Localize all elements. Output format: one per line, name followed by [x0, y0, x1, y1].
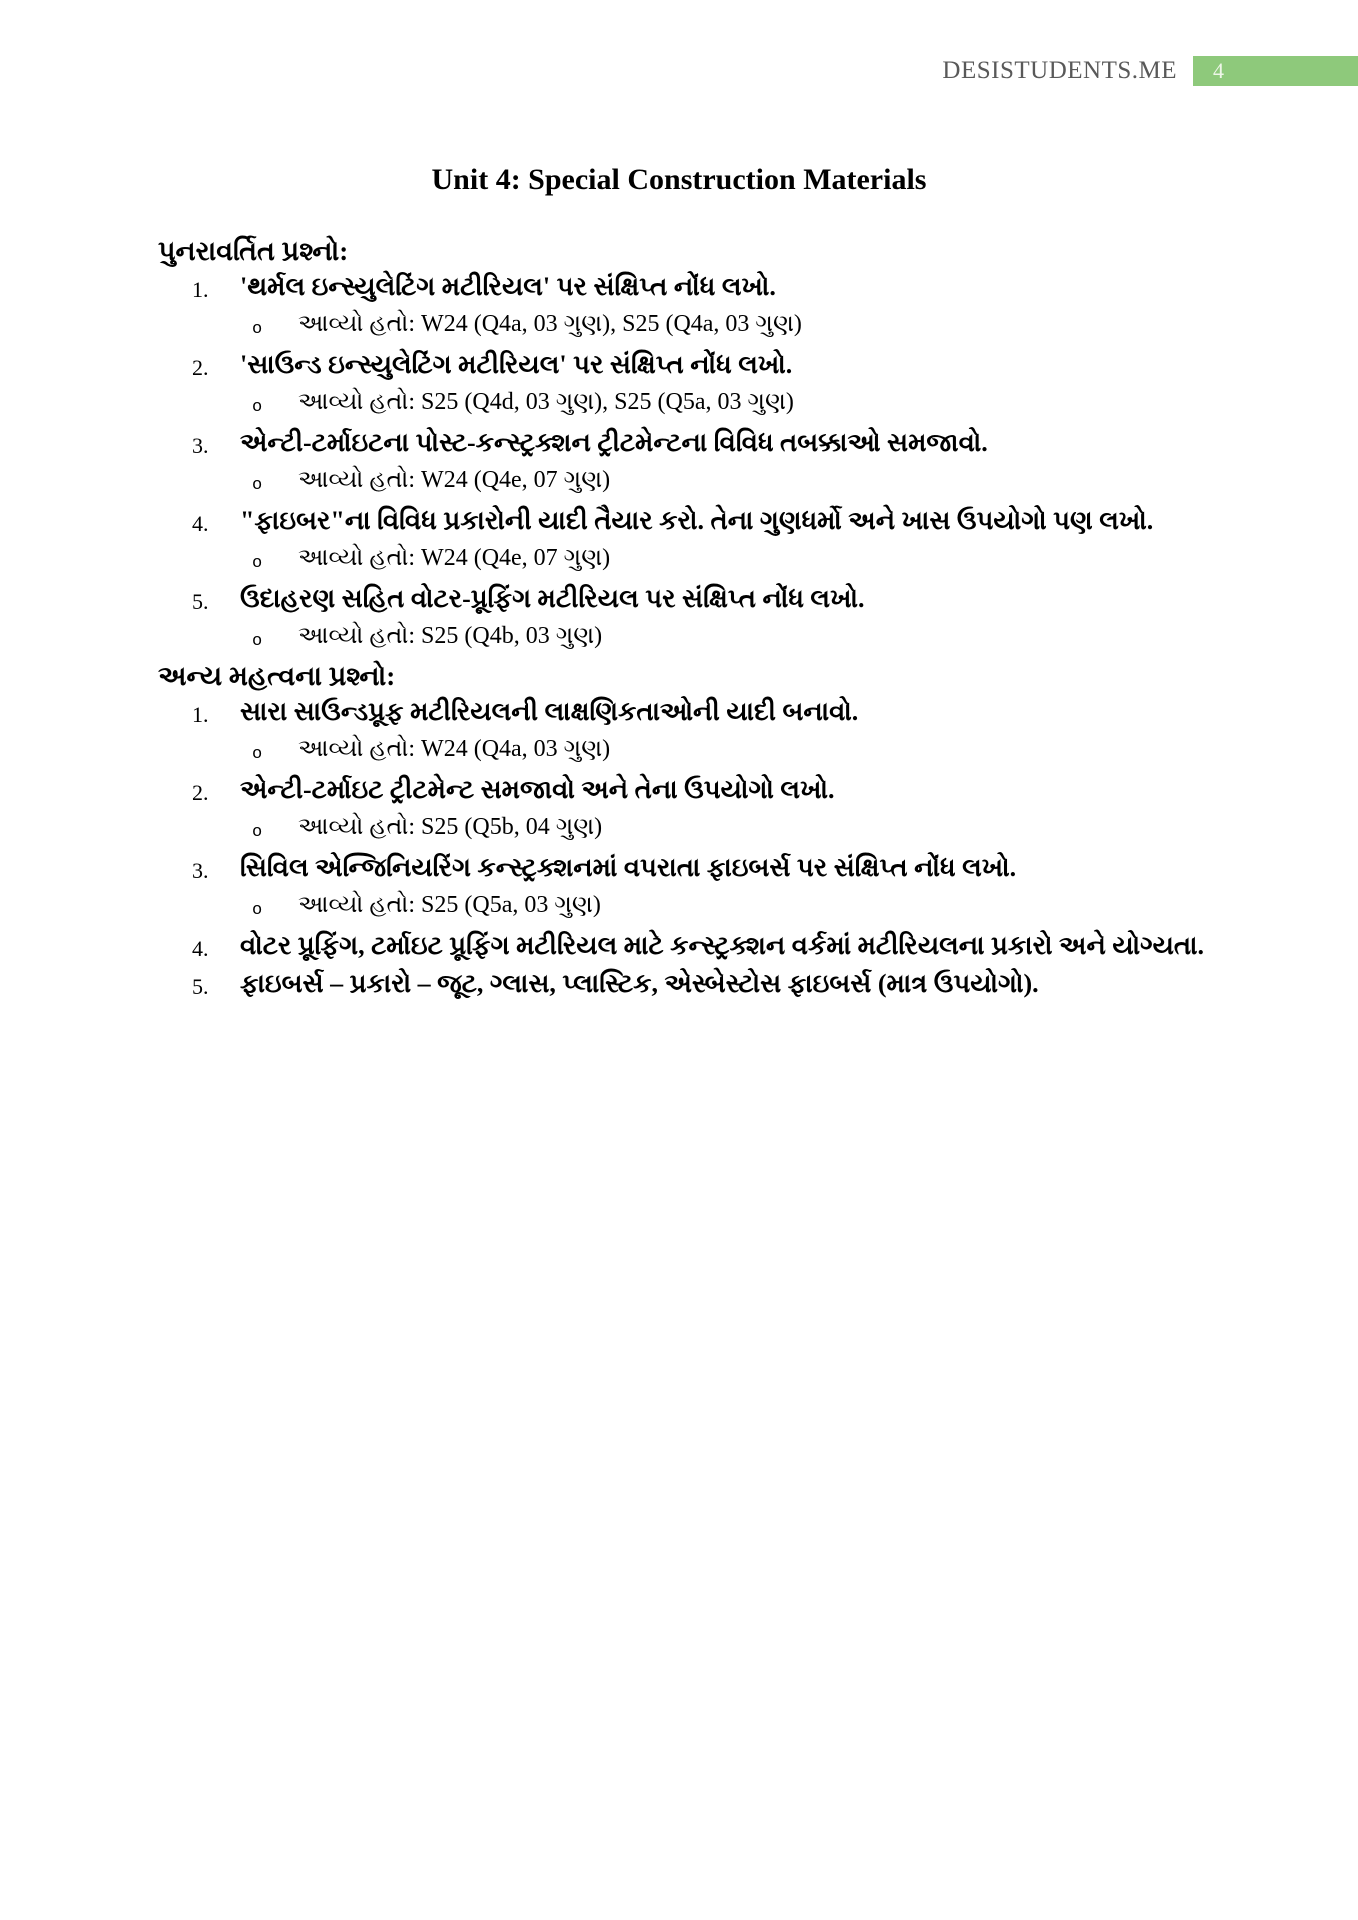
item-text: ફાઇબર્સ – પ્રકારો – જૂટ, ગ્લાસ, પ્લાસ્ટિક, એસ્બેસ્ટોસ ફાઇબર્સ (માત્ર ઉપયોગો).	[240, 969, 1039, 998]
list-item	[158, 772, 1233, 810]
sub-bullet-icon: o	[252, 320, 263, 339]
list-item	[158, 347, 1233, 385]
item-number: 3.	[192, 433, 209, 458]
item-number: 1.	[192, 702, 209, 727]
list-item	[158, 928, 1233, 966]
sub-item	[158, 463, 1233, 503]
sub-item	[158, 385, 1233, 425]
sub-bullet-icon: o	[252, 901, 263, 920]
sub-item	[158, 541, 1233, 581]
item-text: "ફાઇબર"ના વિવિધ પ્રકારોની યાદી તૈયાર કરો. તેના ગુણધર્મો અને ખાસ ઉપયોગો પણ લખો.	[240, 506, 1154, 535]
sub-item	[158, 888, 1233, 928]
sub-text: આવ્યો હતો: S25 (Q5a, 03 ગુણ)	[298, 892, 601, 918]
sub-bullet-icon: o	[252, 823, 263, 842]
sub-item	[158, 307, 1233, 347]
item-text: સિવિલ એન્જિનિયરિંગ કન્સ્ટ્રક્શનમાં વપરાતા ફાઇબર્સ પર સંક્ષિપ્ત નોંધ લખો.	[240, 853, 1017, 882]
list-item	[158, 581, 1233, 619]
item-number: 3.	[192, 858, 209, 883]
sub-text: આવ્યો હતો: S25 (Q5b, 04 ગુણ)	[298, 814, 603, 840]
item-number: 4.	[192, 936, 209, 961]
item-number: 2.	[192, 355, 209, 380]
item-text: એન્ટી-ટર્માઇટના પોસ્ટ-કન્સ્ટ્રક્શન ટ્રીટમેન્ટના વિવિધ તબક્કાઓ સમજાવો.	[240, 428, 988, 457]
sub-item	[158, 732, 1233, 772]
sub-text: આવ્યો હતો: S25 (Q4d, 03 ગુણ), S25 (Q5a, 03 ગુણ)	[298, 389, 794, 415]
item-text: વોટર પ્રૂફિંગ, ટર્માઇટ પ્રૂફિંગ મટીરિયલ માટે કન્સ્ટ્રક્શન વર્કમાં મટીરિયલના પ્રકારો અને યોગ્યતા.	[240, 931, 1205, 960]
site-name: DESISTUDENTS.ME	[942, 57, 1177, 84]
item-number: 1.	[192, 277, 209, 302]
list-item	[158, 694, 1233, 732]
item-text: 'સાઉન્ડ ઇન્સ્યુલેટિંગ મટીરિયલ' પર સંક્ષિપ્ત નોંધ લખો.	[240, 350, 793, 379]
item-number: 5.	[192, 974, 209, 999]
sub-text: આવ્યો હતો: W24 (Q4a, 03 ગુણ), S25 (Q4a, 03 ગુણ)	[298, 311, 802, 337]
page-number-badge: 4	[1193, 56, 1358, 86]
sub-item	[158, 810, 1233, 850]
item-number: 5.	[192, 589, 209, 614]
item-number: 2.	[192, 780, 209, 805]
list-item	[158, 850, 1233, 888]
list-item	[158, 503, 1233, 541]
sub-bullet-icon: o	[252, 476, 263, 495]
page-title: Unit 4: Special Construction Materials	[431, 163, 927, 196]
list-item	[158, 425, 1233, 463]
sub-bullet-icon: o	[252, 745, 263, 764]
page-header	[0, 56, 1358, 86]
sub-bullet-icon: o	[252, 632, 263, 651]
item-number: 4.	[192, 511, 209, 536]
item-text: 'થર્મલ ઇન્સ્યુલેટિંગ મટીરિયલ' પર સંક્ષિપ્ત નોંધ લખો.	[240, 272, 776, 301]
sub-text: આવ્યો હતો: W24 (Q4a, 03 ગુણ)	[298, 736, 611, 762]
section-heading: અન્ય મહત્વના પ્રશ્નો:	[158, 661, 396, 691]
sub-text: આવ્યો હતો: S25 (Q4b, 03 ગુણ)	[298, 623, 603, 649]
content	[158, 234, 1233, 1004]
sub-bullet-icon: o	[252, 554, 263, 573]
sub-bullet-icon: o	[252, 398, 263, 417]
list-item	[158, 966, 1233, 1004]
item-text: સારા સાઉન્ડપ્રૂફ મટીરિયલની લાક્ષણિકતાઓની યાદી બનાવો.	[240, 697, 859, 726]
sub-text: આવ્યો હતો: W24 (Q4e, 07 ગુણ)	[298, 467, 611, 493]
section-heading: પુનરાવર્તિત પ્રશ્નો:	[158, 236, 349, 266]
list-item	[158, 269, 1233, 307]
item-text: એન્ટી-ટર્માઇટ ટ્રીટમેન્ટ સમજાવો અને તેના ઉપયોગો લખો.	[240, 775, 835, 804]
sub-item	[158, 619, 1233, 659]
item-text: ઉદાહરણ સહિત વોટર-પ્રૂફિંગ મટીરિયલ પર સંક્ષિપ્ત નોંધ લખો.	[240, 584, 865, 613]
sub-text: આવ્યો હતો: W24 (Q4e, 07 ગુણ)	[298, 545, 611, 571]
